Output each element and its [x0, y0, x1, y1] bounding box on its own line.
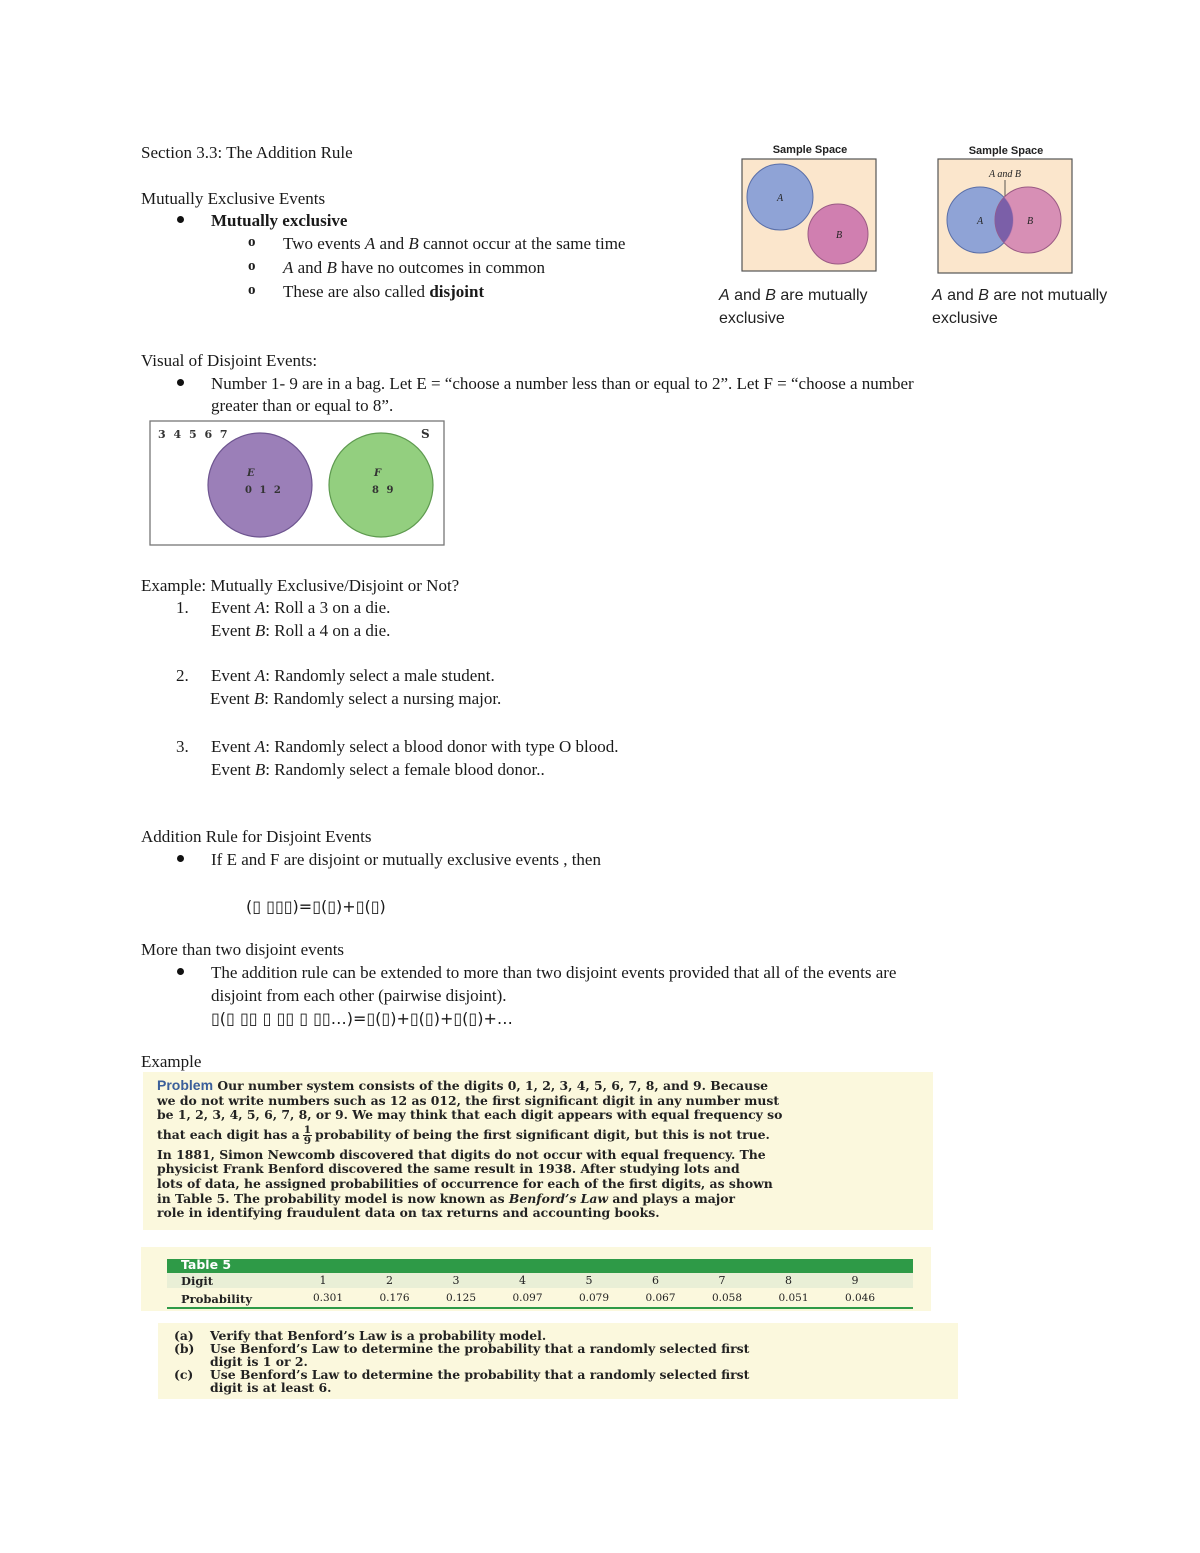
problem-line: In 1881, Simon Newcomb discovered that digits do not occur with equal frequency. The	[157, 1146, 766, 1162]
table-probability-cell: 0.058	[711, 1292, 743, 1304]
var-a: A	[719, 287, 730, 304]
var-a: A	[254, 737, 266, 756]
text-fragment: Two events	[283, 234, 365, 253]
sub-bullet-icon: o	[248, 234, 256, 250]
mutually-exclusive-term: Mutually exclusive	[211, 211, 348, 230]
table-probability-cell: 0.097	[512, 1292, 543, 1304]
question-item	[174, 1381, 948, 1394]
table-digit-cell: 4	[519, 1274, 526, 1287]
sub-bullet-icon: o	[248, 258, 256, 274]
problem-label: Problem	[157, 1077, 214, 1093]
sample-space-title: Sample Space	[968, 145, 1044, 157]
problem-line: lots of data, he assigned probabilities of occurrence for each of the first digits, as shown	[157, 1175, 773, 1191]
var-b: B	[326, 258, 337, 277]
var-a: A	[364, 234, 376, 253]
table-digit-cell: 7	[718, 1274, 726, 1287]
label-b: B	[835, 230, 843, 241]
table-digit-cell: 9	[851, 1274, 859, 1287]
text-fragment: : Roll a 4 on a die.	[265, 621, 391, 640]
example1-item-number: 1.	[176, 598, 189, 617]
example1-item-3-line2	[211, 758, 545, 781]
text-fragment: Event	[211, 760, 255, 779]
text-fragment: Event	[211, 737, 255, 756]
question-text: Verify that Benford’s Law is a probability model.	[210, 1328, 547, 1343]
question-label: (a)	[174, 1328, 194, 1343]
addition-rule-formula: (▯ ▯▯▯)=▯(▯)+▯(▯)	[246, 897, 386, 916]
text-fragment: : Randomly select a blood donor with type O blood.	[265, 737, 619, 756]
var-a: A	[932, 287, 943, 304]
question-label: (b)	[174, 1341, 195, 1356]
more-than-two-bullet-line2: disjoint from each other (pairwise disjoint).	[211, 986, 507, 1005]
label-a-and-b: A and B	[988, 169, 1022, 180]
text-fragment: are not mutually	[988, 287, 1108, 304]
text-fragment: and	[293, 258, 327, 277]
problem-text: that each digit has a	[157, 1126, 300, 1142]
label-f: F	[374, 468, 382, 479]
benford-table-box	[141, 1247, 931, 1311]
problem-text: probability of being the first significant digit, but this is not true.	[315, 1126, 770, 1142]
bullet-icon	[177, 216, 184, 223]
table-digit-cell: 2	[386, 1274, 393, 1287]
text-fragment: : Randomly select a nursing major.	[264, 689, 502, 708]
problem-line	[157, 1192, 921, 1207]
var-b: B	[254, 760, 266, 779]
example1-heading: Example: Mutually Exclusive/Disjoint or Not?	[141, 576, 460, 595]
table-row-label: Probability	[181, 1292, 253, 1306]
problem-line: role in identifying fraudulent data on tax returns and accounting books.	[157, 1205, 660, 1221]
question-label: (c)	[174, 1367, 194, 1382]
problem-line: we do not write numbers such as 12 as 012, the first significant digit in any number must	[157, 1092, 780, 1108]
fraction-denominator: 9	[303, 1134, 312, 1147]
text-fragment: Event	[211, 598, 255, 617]
table-title-bar	[167, 1259, 913, 1273]
table-probability-cell: 0.176	[379, 1292, 410, 1304]
event-f-values: 8 9	[372, 485, 396, 496]
addition-rule-heading: Addition Rule for Disjoint Events	[141, 827, 372, 846]
problem-line	[157, 1123, 921, 1148]
table-digit-cell: 8	[785, 1274, 792, 1287]
mutually-exclusive-heading: Mutually Exclusive Events	[141, 189, 326, 208]
bullet-icon	[177, 379, 184, 386]
text-fragment: cannot occur at the same time	[418, 234, 626, 253]
var-a: A	[283, 258, 294, 277]
text-fragment: exclusive	[932, 310, 998, 327]
var-b: B	[765, 287, 776, 304]
venn-disjoint-ef	[149, 420, 446, 548]
question-text: digit is 1 or 2.	[210, 1354, 308, 1369]
page-title: Section 3.3: The Addition Rule	[141, 143, 353, 162]
var-b: B	[254, 621, 266, 640]
venn-caption-left	[719, 284, 868, 330]
problem-text: and plays a major	[608, 1190, 736, 1206]
sample-space-title: Sample Space	[772, 144, 848, 156]
problem-text: Our number system consists of the digits 0, 1, 2, 3, 4, 5, 6, 7, 8, and 9. Because	[213, 1078, 769, 1093]
example1-item-1-line1	[211, 596, 390, 619]
disjoint-term: disjoint	[429, 282, 485, 301]
fraction	[303, 1125, 312, 1146]
questions-box	[158, 1323, 958, 1399]
example1-item-2-line2	[210, 687, 501, 710]
sample-space-label: S	[421, 427, 430, 441]
text-fragment: Event	[211, 621, 255, 640]
label-b: B	[1026, 216, 1034, 227]
question-text: Use Benford’s Law to determine the probability that a randomly selected first	[210, 1367, 750, 1382]
visual-disjoint-heading: Visual of Disjoint Events:	[141, 351, 318, 370]
text-fragment: and	[375, 234, 409, 253]
question-text: digit is at least 6.	[210, 1380, 332, 1395]
benford-law-term: Benford’s Law	[508, 1190, 609, 1206]
sub-bullet-text-2	[283, 256, 545, 279]
text-fragment: These are also called	[283, 282, 430, 301]
outside-values: 3 4 5 6 7	[158, 428, 230, 441]
text-fragment: exclusive	[719, 310, 785, 327]
table-probability-cell: 0.051	[778, 1292, 809, 1304]
problem-text: in Table 5. The probability model is now known as	[157, 1190, 509, 1206]
text-fragment: are mutually	[775, 287, 868, 304]
table-probability-cell: 0.125	[445, 1292, 477, 1304]
example1-item-3-line1	[211, 735, 618, 758]
table-bottom-rule	[167, 1307, 913, 1309]
text-fragment: and	[729, 287, 766, 304]
question-label-spacer	[174, 1381, 210, 1394]
text-fragment: : Randomly select a female blood donor..	[265, 760, 545, 779]
sub-bullet-text-3	[283, 280, 484, 303]
table-digit-cell: 3	[452, 1274, 460, 1287]
table-probability-cell: 0.079	[578, 1292, 610, 1304]
more-than-two-heading: More than two disjoint events	[141, 940, 345, 959]
visual-disjoint-bullet-line2: greater than or equal to 8”.	[211, 396, 394, 415]
var-b: B	[978, 287, 989, 304]
table-probability-cell: 0.046	[844, 1292, 876, 1304]
table-digit-cell: 1	[319, 1274, 327, 1287]
example1-item-1-line2	[211, 619, 390, 642]
problem-box	[143, 1072, 933, 1230]
sub-bullet-text-1	[283, 232, 625, 255]
var-b: B	[408, 234, 419, 253]
text-fragment: have no outcomes in common	[336, 258, 546, 277]
text-fragment: Event	[211, 666, 255, 685]
example1-item-number: 2.	[176, 666, 189, 685]
addition-rule-bullet: If E and F are disjoint or mutually exclusive events , then	[211, 850, 601, 869]
example1-item-2-line1	[211, 664, 495, 687]
problem-line	[157, 1078, 921, 1094]
text-fragment: : Roll a 3 on a die.	[265, 598, 391, 617]
var-a: A	[254, 598, 266, 617]
more-than-two-bullet-line1: The addition rule can be extended to more than two disjoint events provided that all of the events are	[211, 963, 897, 982]
text-fragment: : Randomly select a male student.	[265, 666, 495, 685]
venn-mutually-exclusive	[740, 140, 880, 275]
question-text: Use Benford’s Law to determine the probability that a randomly selected first	[210, 1341, 750, 1356]
fraction-numerator: 1	[303, 1123, 312, 1136]
event-e-values: 0 1 2	[245, 485, 283, 496]
text-fragment: and	[942, 287, 979, 304]
label-a: A	[976, 216, 984, 227]
table-probability-cell: 0.067	[645, 1292, 676, 1304]
problem-line: be 1, 2, 3, 4, 5, 6, 7, 8, or 9. We may think that each digit appears with equal frequency so	[157, 1107, 783, 1123]
problem-line: physicist Frank Benford discovered the same result in 1938. After studying lots and	[157, 1161, 740, 1177]
label-a: A	[776, 193, 784, 204]
venn-not-mutually-exclusive	[936, 140, 1076, 275]
example2-heading: Example	[141, 1052, 202, 1071]
table-title: Table 5	[181, 1257, 232, 1272]
var-b: B	[253, 689, 265, 708]
table-header-label: Digit	[181, 1274, 214, 1288]
table-digit-cell: 5	[585, 1274, 593, 1287]
text-fragment: Event	[210, 689, 254, 708]
more-than-two-formula: ▯(▯ ▯▯ ▯ ▯▯ ▯ ▯▯…)=▯(▯)+▯(▯)+▯(▯)+…	[211, 1009, 513, 1028]
visual-disjoint-bullet-line1: Number 1- 9 are in a bag. Let E = “choose a number less than or equal to 2”. Let F = “choose a number	[211, 374, 914, 393]
var-a: A	[254, 666, 266, 685]
sub-bullet-icon: o	[248, 282, 256, 298]
bullet-icon	[177, 968, 184, 975]
table-probability-cell: 0.301	[312, 1292, 344, 1304]
example1-item-number: 3.	[176, 737, 189, 756]
venn-caption-right	[932, 284, 1107, 330]
table-digit-cell: 6	[652, 1274, 659, 1287]
label-e: E	[247, 468, 255, 479]
bullet-icon	[177, 855, 184, 862]
